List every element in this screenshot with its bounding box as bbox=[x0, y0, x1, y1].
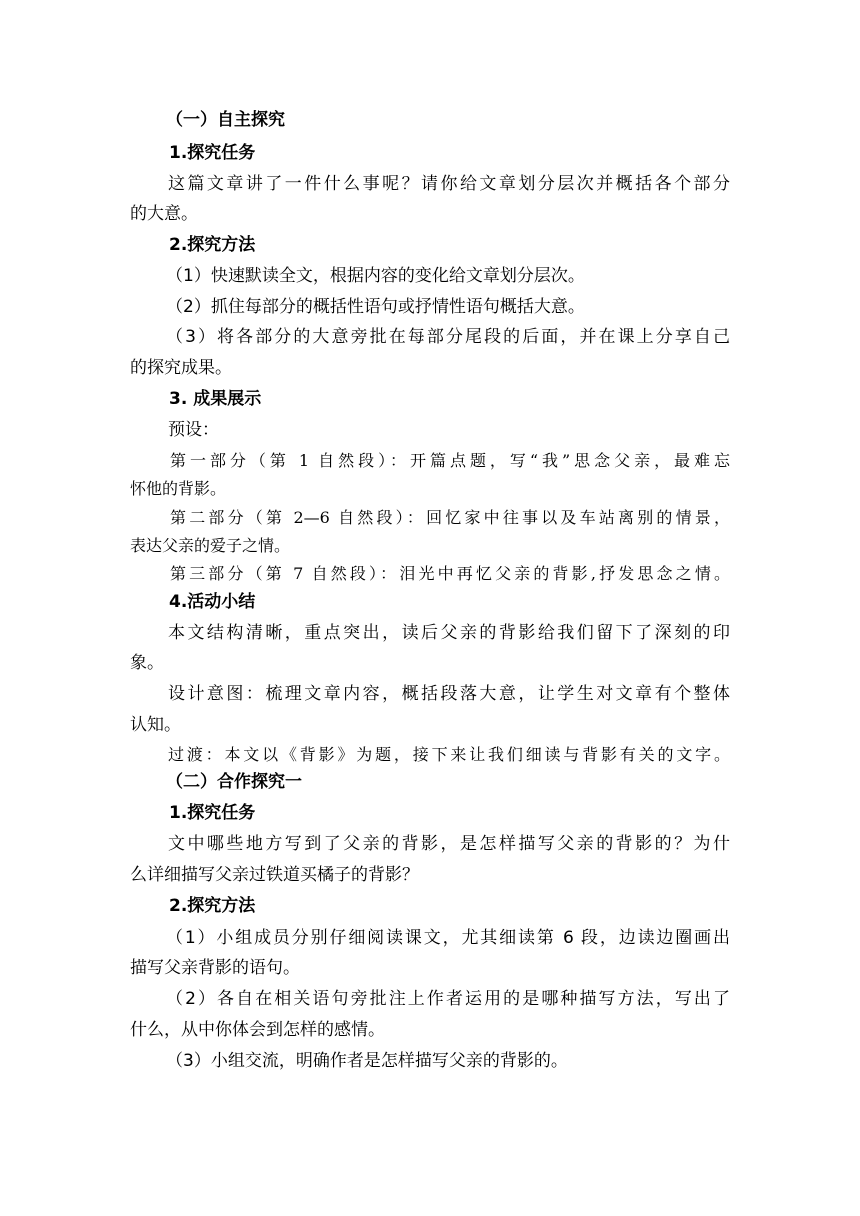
part-text-line: 第一部分（第 1 自然段）：开篇点题，写“我”思念父亲，最难忘 bbox=[170, 451, 730, 470]
part-text-line: 第三部分（第 7 自然段）：泪光中再忆父亲的背影,抒发思念之情。 bbox=[170, 564, 730, 583]
transition-text: 过渡：本文以《背影》为题，接下来让我们细读与背影有关的文字。 bbox=[168, 745, 730, 764]
task-text-line: 么详细描写父亲过铁道买橘子的背影？ bbox=[130, 865, 419, 885]
section-heading: （二）合作探究一 bbox=[166, 772, 302, 792]
method-item: （1）快速默读全文，根据内容的变化给文章划分层次。 bbox=[166, 266, 585, 286]
method-item: （3）小组交流，明确作者是怎样描写父亲的背影的。 bbox=[166, 1051, 568, 1071]
method-item: （2）各自在相关语句旁批注上作者运用的是哪种描写方法，写出了 bbox=[166, 989, 730, 1009]
task-text-line: 文中哪些地方写到了父亲的背影，是怎样描写父亲的背影的？为什 bbox=[168, 834, 730, 854]
design-intent-line: 认知。 bbox=[130, 715, 181, 735]
part-text-line: 第二部分（第 2—6 自然段）：回忆家中往事以及车站离别的情景， bbox=[170, 508, 730, 527]
design-intent-line: 设计意图：梳理文章内容，概括段落大意，让学生对文章有个整体 bbox=[168, 684, 730, 704]
task-text-line: 的大意。 bbox=[130, 204, 198, 224]
method-item: （2）抓住每部分的概括性语句或抒情性语句概括大意。 bbox=[166, 297, 585, 317]
method-item: 的探究成果。 bbox=[130, 358, 232, 378]
method-heading: 2.探究方法 bbox=[169, 896, 256, 916]
method-item: 什么，从中你体会到怎样的感情。 bbox=[130, 1020, 385, 1040]
preset-label: 预设： bbox=[168, 420, 219, 440]
section-heading: （一）自主探究 bbox=[166, 110, 285, 130]
summary-text-line: 象。 bbox=[130, 653, 164, 673]
result-heading: 3. 成果展示 bbox=[169, 389, 262, 409]
part-text-line: 怀他的背影。 bbox=[130, 479, 227, 498]
method-item: （3）将各部分的大意旁批在每部分尾段的后面，并在课上分享自己 bbox=[166, 327, 730, 347]
summary-text-line: 本文结构清晰，重点突出，读后父亲的背影给我们留下了深刻的印 bbox=[168, 623, 730, 643]
method-item: （1）小组成员分别仔细阅读课文，尤其细读第 6 段，边读边圈画出 bbox=[166, 928, 730, 948]
method-item: 描写父亲背影的语句。 bbox=[130, 958, 300, 978]
task-heading: 1.探究任务 bbox=[169, 143, 256, 163]
task-heading: 1.探究任务 bbox=[169, 803, 256, 823]
part-text-line: 表达父亲的爱子之情。 bbox=[130, 536, 291, 555]
summary-heading: 4.活动小结 bbox=[169, 592, 256, 612]
method-heading: 2.探究方法 bbox=[169, 235, 256, 255]
task-text-line: 这篇文章讲了一件什么事呢？请你给文章划分层次并概括各个部分 bbox=[168, 174, 730, 194]
